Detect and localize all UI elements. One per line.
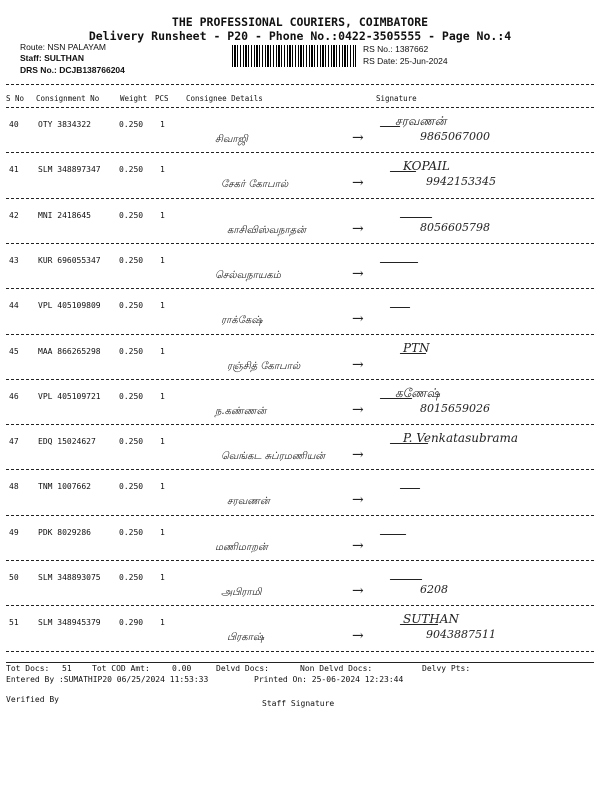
row-pcs: 1 <box>160 301 165 311</box>
signature-stroke <box>390 579 422 580</box>
row-consignee-name: ராக்கேஷ் <box>221 315 263 327</box>
row-consignment-no: VPL 405109721 <box>38 391 101 401</box>
row-sno: 41 <box>9 165 19 175</box>
route-label: Route: NSN PALAYAM <box>20 42 106 52</box>
row-sno: 49 <box>9 527 19 537</box>
row-sno: 51 <box>9 618 19 628</box>
row-consignee-name: செல்வநாயகம் <box>215 269 281 281</box>
delvy-pts-label: Delvy Pts: <box>422 664 471 673</box>
signature-stroke <box>390 307 410 308</box>
row-divider <box>6 334 594 335</box>
row-pcs: 1 <box>160 573 165 582</box>
non-delvd-docs-label: Non Delvd Docs: <box>300 664 373 673</box>
row-consignment-no: SLM 348897347 <box>38 165 101 175</box>
row-consignee-name: அபிராமி <box>221 587 262 598</box>
row-consignee-name: ரஞ்சித் கோபால் <box>227 360 301 372</box>
arrow-icon: → <box>352 265 364 282</box>
row-pcs: 1 <box>160 120 165 129</box>
barcode <box>232 45 356 67</box>
row-sno: 46 <box>9 391 19 401</box>
row-divider <box>6 152 594 153</box>
row-pcs: 1 <box>160 346 165 356</box>
arrow-icon: → <box>352 447 364 464</box>
arrow-icon: → <box>352 492 364 509</box>
row-divider <box>6 515 594 516</box>
row-consignment-no: KUR 696055347 <box>38 255 101 265</box>
row-pcs: 1 <box>160 165 165 175</box>
arrow-icon: → <box>352 130 364 146</box>
arrow-icon: → <box>352 401 364 418</box>
delvd-docs-label: Delvd Docs: <box>216 664 269 673</box>
row-weight: 0.250 <box>119 165 144 175</box>
row-sno: 43 <box>9 255 19 265</box>
row-sno: 42 <box>9 210 19 220</box>
row-signature: PTN <box>403 340 430 355</box>
row-signature: சரவணன் <box>395 114 447 128</box>
row-divider <box>6 198 594 199</box>
col-consignment: Consignment No <box>36 94 100 103</box>
row-pcs: 1 <box>160 255 165 265</box>
tot-docs-value: 51 <box>62 664 72 673</box>
row-consignment-no: OTY 3834322 <box>38 120 91 129</box>
row-consignee-name: மணிமாறன் <box>215 541 268 553</box>
signature-stroke <box>390 443 428 444</box>
row-pcs: 1 <box>160 391 165 401</box>
staff-label: Staff: SULTHAN <box>20 53 85 63</box>
row-weight: 0.250 <box>119 346 144 356</box>
row-phone: 9865067000 <box>420 130 490 143</box>
signature-stroke <box>380 534 406 535</box>
tot-cod-value: 0.00 <box>172 664 192 673</box>
row-sno: 48 <box>9 482 19 492</box>
arrow-icon: → <box>352 175 364 192</box>
row-consignment-no: EDQ 15024627 <box>38 437 96 447</box>
row-signature: P. Venkatasubrama <box>403 431 519 446</box>
row-consignee-name: ந.கண்ணன் <box>215 405 267 417</box>
document-title: THE PROFESSIONAL COURIERS, COIMBATORE <box>171 15 429 29</box>
staff-signature-label: Staff Signature <box>262 699 335 708</box>
arrow-icon: → <box>352 537 364 554</box>
row-weight: 0.250 <box>119 437 144 447</box>
signature-stroke <box>380 398 412 399</box>
row-consignee-name: வெங்கட சுப்ரமணியன் <box>221 451 325 463</box>
arrow-icon: → <box>352 356 364 373</box>
arrow-icon: → <box>352 628 364 645</box>
rs-number: RS No.: 1387662 <box>363 44 429 54</box>
col-weight: Weight <box>120 94 148 103</box>
signature-stroke <box>400 488 420 489</box>
row-phone: 9043887511 <box>426 628 496 642</box>
row-divider <box>6 560 594 561</box>
row-consignee-name: காசிவிஸ்வநாதன் <box>227 224 306 236</box>
row-consignee-name: சேகர் கோபால் <box>221 179 289 191</box>
verified-by: Verified By <box>6 695 59 704</box>
row-divider <box>6 605 594 606</box>
row-consignment-no: MAA 866265298 <box>38 346 101 356</box>
tot-cod-label: Tot COD Amt: <box>92 664 150 673</box>
col-consignee-details: Consignee Details <box>186 94 263 103</box>
row-pcs: 1 <box>160 527 165 537</box>
arrow-icon: → <box>352 583 364 599</box>
row-divider <box>6 469 594 470</box>
row-pcs: 1 <box>160 210 165 220</box>
row-signature: SUTHAN <box>403 612 459 627</box>
rs-date: RS Date: 25-Jun-2024 <box>363 56 448 66</box>
row-pcs: 1 <box>160 482 165 492</box>
row-divider <box>6 288 594 289</box>
row-weight: 0.250 <box>119 527 144 537</box>
runsheet-subtitle: Delivery Runsheet - P20 - Phone No.:0422-3505555 - Page No.:4 <box>88 29 512 43</box>
row-weight: 0.250 <box>119 255 144 265</box>
row-signature: KOPAIL <box>403 159 450 174</box>
header-divider <box>6 84 594 85</box>
printed-on: Printed On: 25-06-2024 12:23:44 <box>254 675 404 684</box>
row-consignee-name: பிரகாஷ் <box>227 632 265 644</box>
row-consignee-name: சிவாஜி <box>215 134 248 145</box>
signature-stroke <box>380 262 418 263</box>
signature-stroke <box>380 126 400 127</box>
row-consignment-no: PDK 8029286 <box>38 527 91 537</box>
row-divider <box>6 379 594 380</box>
entered-by: Entered By :SUMATHIP20 06/25/2024 11:53:33 <box>6 675 209 684</box>
row-sno: 47 <box>9 437 19 447</box>
row-phone: 9942153345 <box>426 175 496 189</box>
row-sno: 40 <box>9 120 19 129</box>
row-weight: 0.250 <box>119 573 144 582</box>
row-pcs: 1 <box>160 618 165 628</box>
drs-number: DRS No.: DCJB138766204 <box>20 65 125 75</box>
row-phone: 8015659026 <box>420 401 490 415</box>
signature-stroke <box>400 217 432 218</box>
tot-docs-label: Tot Docs: <box>6 664 50 673</box>
row-consignment-no: SLM 348893075 <box>38 573 101 582</box>
signature-stroke <box>400 353 426 354</box>
col-signature: Signature <box>376 94 417 103</box>
row-weight: 0.250 <box>119 120 144 129</box>
row-weight: 0.290 <box>119 618 144 628</box>
row-phone: 6208 <box>420 583 448 596</box>
arrow-icon: → <box>352 311 364 328</box>
row-consignment-no: SLM 348945379 <box>38 618 101 628</box>
row-phone: 8056605798 <box>420 220 490 234</box>
row-divider <box>6 651 594 652</box>
footer-divider <box>6 662 594 663</box>
row-consignment-no: MNI 2418645 <box>38 210 91 220</box>
row-pcs: 1 <box>160 437 165 447</box>
row-weight: 0.250 <box>119 482 144 492</box>
row-weight: 0.250 <box>119 391 144 401</box>
col-sno: S No <box>6 94 25 103</box>
row-weight: 0.250 <box>119 301 144 311</box>
row-consignment-no: TNM 1007662 <box>38 482 91 492</box>
row-weight: 0.250 <box>119 210 144 220</box>
row-signature: கணேஷ் <box>395 385 440 400</box>
row-divider <box>6 424 594 425</box>
arrow-icon: → <box>352 220 364 237</box>
column-header-divider <box>6 107 594 108</box>
row-divider <box>6 243 594 244</box>
row-consignee-name: சரவணன் <box>227 496 270 508</box>
col-pcs: PCS <box>155 94 169 103</box>
row-sno: 50 <box>9 573 19 582</box>
row-consignment-no: VPL 405109809 <box>38 301 101 311</box>
row-sno: 45 <box>9 346 19 356</box>
row-sno: 44 <box>9 301 19 311</box>
